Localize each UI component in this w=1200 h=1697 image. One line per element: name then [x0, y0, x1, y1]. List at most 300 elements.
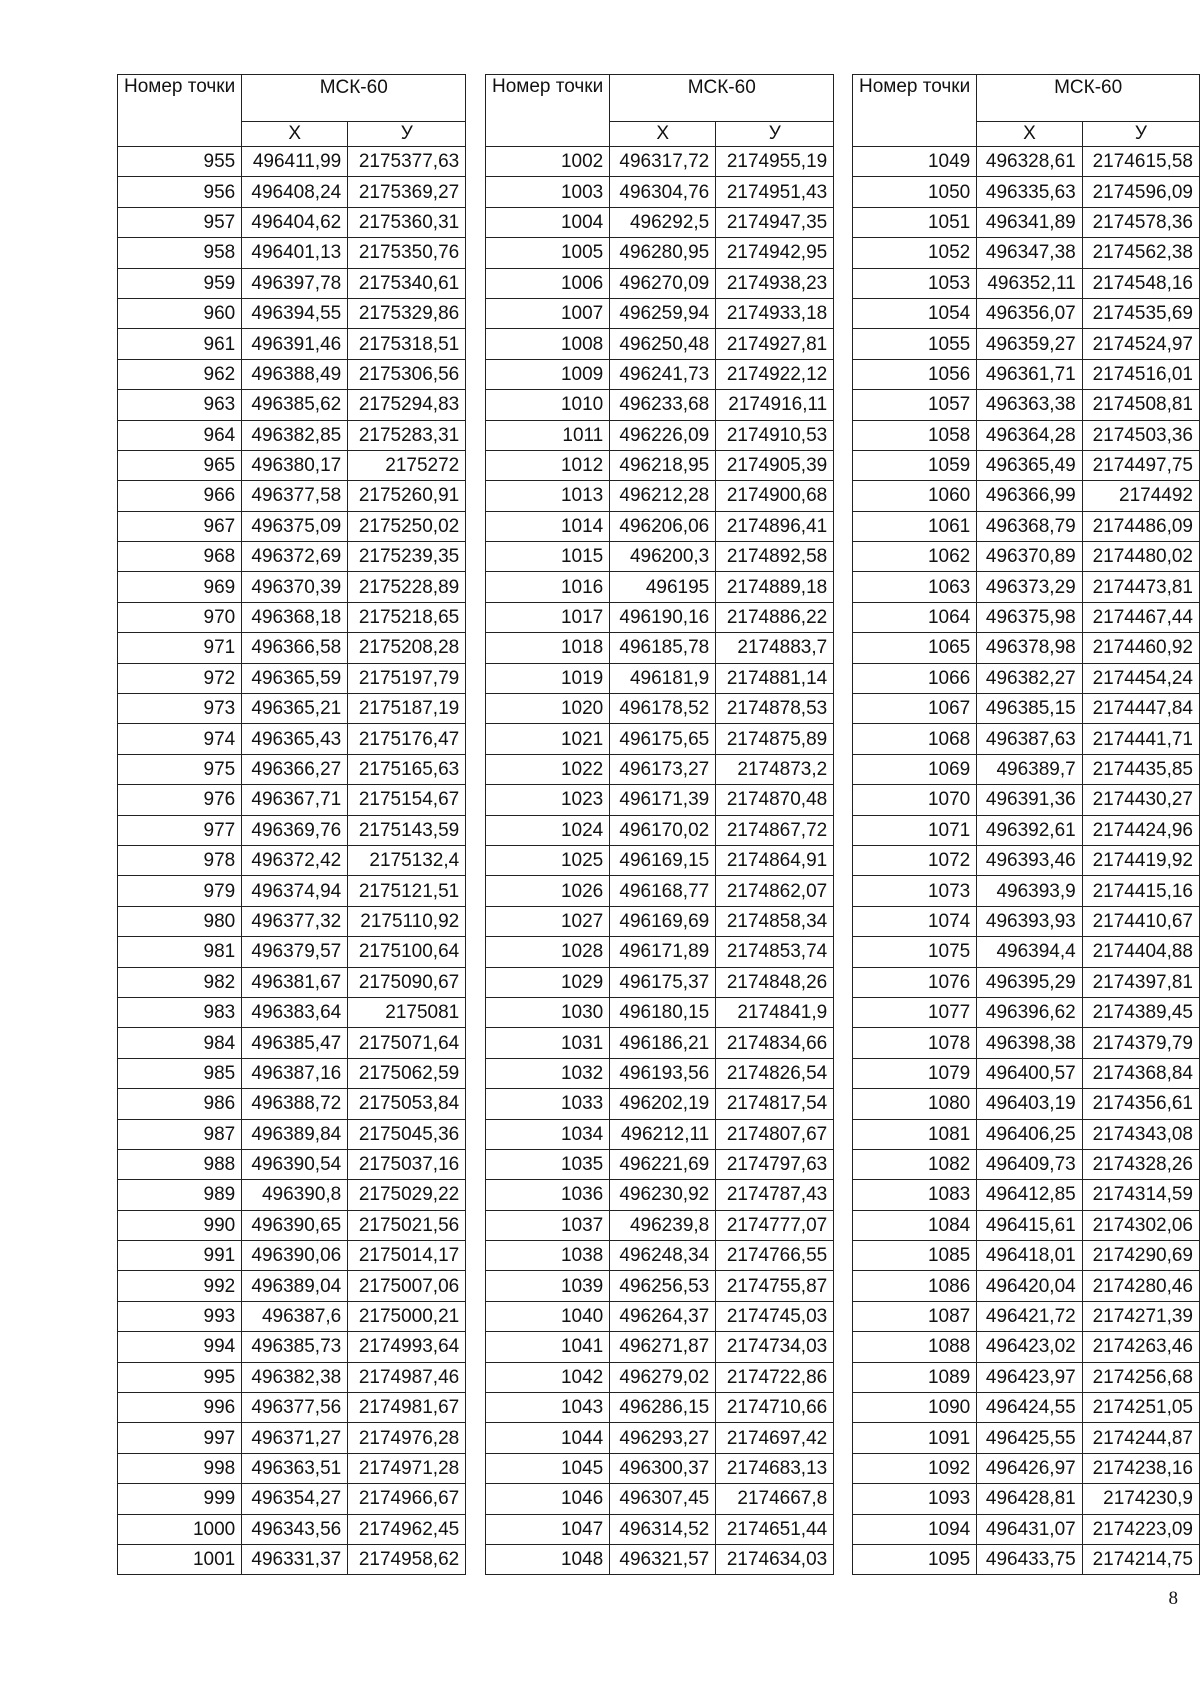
x-coordinate-cell: 496433,75 [977, 1544, 1082, 1574]
table-row [486, 420, 834, 450]
y-coordinate-cell: 2175369,27 [348, 177, 466, 207]
table-row [118, 997, 466, 1027]
table-row [118, 1180, 466, 1210]
x-coordinate-cell: 496293,27 [610, 1423, 716, 1453]
y-coordinate-cell: 2175007,06 [348, 1271, 466, 1301]
y-coordinate-cell: 2174787,43 [716, 1180, 834, 1210]
y-coordinate-cell: 2174951,43 [716, 177, 834, 207]
table-row [853, 481, 1200, 511]
y-coordinate-cell: 2174807,67 [716, 1119, 834, 1149]
x-coordinate-cell: 496365,43 [242, 724, 348, 754]
x-coordinate-cell: 496373,29 [977, 572, 1082, 602]
point-number-cell: 1084 [853, 1210, 977, 1240]
y-coordinate-cell: 2174834,66 [716, 1028, 834, 1058]
y-column-header: У [716, 122, 834, 147]
table-row [853, 450, 1200, 480]
point-number-cell: 981 [118, 937, 242, 967]
x-coordinate-cell: 496280,95 [610, 238, 716, 268]
x-coordinate-cell: 496335,63 [977, 177, 1082, 207]
point-number-cell: 1037 [486, 1210, 610, 1240]
point-number-cell: 996 [118, 1393, 242, 1423]
table-row [853, 815, 1200, 845]
point-number-cell: 1054 [853, 298, 977, 328]
table-row [486, 268, 834, 298]
y-coordinate-cell: 2174419,92 [1082, 845, 1199, 875]
table-row [853, 1484, 1200, 1514]
x-coordinate-cell: 496304,76 [610, 177, 716, 207]
x-coordinate-cell: 496230,92 [610, 1180, 716, 1210]
x-coordinate-cell: 496168,77 [610, 876, 716, 906]
y-coordinate-cell: 2175029,22 [348, 1180, 466, 1210]
point-number-cell: 968 [118, 542, 242, 572]
table-row [486, 1301, 834, 1331]
table-row [853, 572, 1200, 602]
point-number-cell: 1004 [486, 207, 610, 237]
y-coordinate-cell: 2174251,05 [1082, 1393, 1199, 1423]
x-coordinate-cell: 496389,84 [242, 1119, 348, 1149]
point-number-cell: 973 [118, 694, 242, 724]
x-coordinate-cell: 496363,38 [977, 390, 1082, 420]
x-coordinate-cell: 496378,98 [977, 633, 1082, 663]
x-coordinate-cell: 496421,72 [977, 1301, 1082, 1331]
y-coordinate-cell: 2174343,08 [1082, 1119, 1199, 1149]
x-coordinate-cell: 496391,46 [242, 329, 348, 359]
point-number-cell: 1061 [853, 511, 977, 541]
point-number-cell: 1052 [853, 238, 977, 268]
table-row [118, 876, 466, 906]
point-number-cell: 1070 [853, 785, 977, 815]
table-row [486, 1028, 834, 1058]
x-coordinate-cell: 496286,15 [610, 1393, 716, 1423]
point-number-cell: 994 [118, 1332, 242, 1362]
table-row [486, 1089, 834, 1119]
point-number-cell: 969 [118, 572, 242, 602]
x-coordinate-cell: 496321,57 [610, 1544, 716, 1574]
point-number-cell: 1021 [486, 724, 610, 754]
y-coordinate-cell: 2174938,23 [716, 268, 834, 298]
point-number-cell: 1074 [853, 906, 977, 936]
point-number-cell: 983 [118, 997, 242, 1027]
table-row [118, 663, 466, 693]
y-coordinate-cell: 2175360,31 [348, 207, 466, 237]
point-number-cell: 963 [118, 390, 242, 420]
table-row [118, 420, 466, 450]
page-number: 8 [1168, 1588, 1178, 1609]
y-coordinate-cell: 2174667,8 [716, 1484, 834, 1514]
table-row [853, 997, 1200, 1027]
point-number-cell: 1016 [486, 572, 610, 602]
x-coordinate-cell: 496382,85 [242, 420, 348, 450]
x-coordinate-cell: 496271,87 [610, 1332, 716, 1362]
y-coordinate-cell: 2174905,39 [716, 450, 834, 480]
table-row [486, 1241, 834, 1271]
y-coordinate-cell: 2174710,66 [716, 1393, 834, 1423]
table-row [486, 997, 834, 1027]
x-coordinate-cell: 496372,42 [242, 845, 348, 875]
point-number-cell: 962 [118, 359, 242, 389]
table-row [118, 177, 466, 207]
x-coordinate-cell: 496388,72 [242, 1089, 348, 1119]
point-number-cell: 960 [118, 298, 242, 328]
y-coordinate-cell: 2174889,18 [716, 572, 834, 602]
x-coordinate-cell: 496270,09 [610, 268, 716, 298]
x-coordinate-cell: 496193,56 [610, 1058, 716, 1088]
table-row [118, 147, 466, 177]
table-row [486, 1423, 834, 1453]
point-number-cell: 1012 [486, 450, 610, 480]
point-number-cell: 1010 [486, 390, 610, 420]
table-row [118, 1544, 466, 1574]
x-coordinate-cell: 496171,89 [610, 937, 716, 967]
point-number-cell: 1031 [486, 1028, 610, 1058]
table-row [486, 177, 834, 207]
x-coordinate-cell: 496239,8 [610, 1210, 716, 1240]
y-coordinate-cell: 2174777,07 [716, 1210, 834, 1240]
point-number-cell: 985 [118, 1058, 242, 1088]
y-coordinate-cell: 2174922,12 [716, 359, 834, 389]
y-coordinate-cell: 2175014,17 [348, 1241, 466, 1271]
point-number-cell: 974 [118, 724, 242, 754]
y-coordinate-cell: 2174722,86 [716, 1362, 834, 1392]
x-coordinate-cell: 496385,47 [242, 1028, 348, 1058]
point-number-cell: 1080 [853, 1089, 977, 1119]
point-number-cell: 1050 [853, 177, 977, 207]
point-number-cell: 1035 [486, 1149, 610, 1179]
point-number-cell: 1033 [486, 1089, 610, 1119]
table-row [853, 1514, 1200, 1544]
x-column-header: Х [610, 122, 716, 147]
coordinate-system-header: МСК-60 [610, 75, 834, 122]
x-coordinate-cell: 496395,29 [977, 967, 1082, 997]
x-coordinate-cell: 496394,55 [242, 298, 348, 328]
y-coordinate-cell: 2174962,45 [348, 1514, 466, 1544]
point-number-cell: 1007 [486, 298, 610, 328]
point-number-cell: 990 [118, 1210, 242, 1240]
table-row [486, 1484, 834, 1514]
table-row [853, 390, 1200, 420]
x-coordinate-cell: 496190,16 [610, 602, 716, 632]
point-number-cell: 998 [118, 1453, 242, 1483]
y-coordinate-cell: 2174379,79 [1082, 1028, 1199, 1058]
point-number-cell: 1019 [486, 663, 610, 693]
x-coordinate-cell: 496387,6 [242, 1301, 348, 1331]
table-row [853, 147, 1200, 177]
x-coordinate-cell: 496393,46 [977, 845, 1082, 875]
y-coordinate-cell: 2174755,87 [716, 1271, 834, 1301]
y-coordinate-cell: 2174697,42 [716, 1423, 834, 1453]
table-row [486, 845, 834, 875]
point-number-cell: 975 [118, 754, 242, 784]
x-coordinate-cell: 496218,95 [610, 450, 716, 480]
x-coordinate-cell: 496369,76 [242, 815, 348, 845]
x-coordinate-cell: 496365,21 [242, 694, 348, 724]
table-row [118, 207, 466, 237]
x-coordinate-cell: 496403,19 [977, 1089, 1082, 1119]
x-coordinate-cell: 496382,38 [242, 1362, 348, 1392]
x-coordinate-cell: 496221,69 [610, 1149, 716, 1179]
x-coordinate-cell: 496415,61 [977, 1210, 1082, 1240]
x-coordinate-cell: 496233,68 [610, 390, 716, 420]
y-coordinate-cell: 2174368,84 [1082, 1058, 1199, 1088]
x-coordinate-cell: 496368,79 [977, 511, 1082, 541]
table-row [853, 1180, 1200, 1210]
y-coordinate-cell: 2174634,03 [716, 1544, 834, 1574]
point-number-cell: 1018 [486, 633, 610, 663]
table-row [486, 207, 834, 237]
x-coordinate-cell: 496331,37 [242, 1544, 348, 1574]
y-coordinate-cell: 2175350,76 [348, 238, 466, 268]
x-coordinate-cell: 496259,94 [610, 298, 716, 328]
point-number-cell: 1088 [853, 1332, 977, 1362]
y-coordinate-cell: 2174853,74 [716, 937, 834, 967]
table-row [486, 359, 834, 389]
y-coordinate-cell: 2174873,2 [716, 754, 834, 784]
y-column-header: У [348, 122, 466, 147]
y-coordinate-cell: 2175081 [348, 997, 466, 1027]
point-number-header: Номер точки [118, 75, 242, 147]
y-coordinate-cell: 2175318,51 [348, 329, 466, 359]
y-coordinate-cell: 2175100,64 [348, 937, 466, 967]
y-coordinate-cell: 2174878,53 [716, 694, 834, 724]
y-coordinate-cell: 2175132,4 [348, 845, 466, 875]
y-coordinate-cell: 2175021,56 [348, 1210, 466, 1240]
x-coordinate-cell: 496390,65 [242, 1210, 348, 1240]
point-number-cell: 999 [118, 1484, 242, 1514]
point-number-cell: 970 [118, 602, 242, 632]
point-number-cell: 1089 [853, 1362, 977, 1392]
point-number-cell: 989 [118, 1180, 242, 1210]
point-number-cell: 1039 [486, 1271, 610, 1301]
coordinate-table-3 [852, 74, 1200, 1575]
point-number-cell: 1003 [486, 177, 610, 207]
table-row [486, 633, 834, 663]
y-coordinate-cell: 2174900,68 [716, 481, 834, 511]
y-coordinate-cell: 2174492 [1082, 481, 1199, 511]
table-row [853, 967, 1200, 997]
point-number-cell: 1082 [853, 1149, 977, 1179]
point-number-cell: 955 [118, 147, 242, 177]
table-row [118, 238, 466, 268]
y-coordinate-cell: 2174881,14 [716, 663, 834, 693]
point-number-cell: 1058 [853, 420, 977, 450]
x-coordinate-cell: 496171,39 [610, 785, 716, 815]
table-row [853, 1423, 1200, 1453]
table-row [486, 1393, 834, 1423]
y-coordinate-cell: 2174415,16 [1082, 876, 1199, 906]
point-number-cell: 1022 [486, 754, 610, 784]
x-coordinate-cell: 496400,57 [977, 1058, 1082, 1088]
x-coordinate-cell: 496390,54 [242, 1149, 348, 1179]
x-coordinate-cell: 496372,69 [242, 542, 348, 572]
point-number-cell: 1078 [853, 1028, 977, 1058]
point-number-cell: 1094 [853, 1514, 977, 1544]
x-coordinate-cell: 496375,98 [977, 602, 1082, 632]
y-coordinate-cell: 2174933,18 [716, 298, 834, 328]
x-coordinate-cell: 496394,4 [977, 937, 1082, 967]
point-number-cell: 972 [118, 663, 242, 693]
point-number-cell: 1026 [486, 876, 610, 906]
point-number-header: Номер точки [853, 75, 977, 147]
x-coordinate-cell: 496175,65 [610, 724, 716, 754]
x-coordinate-cell: 496367,71 [242, 785, 348, 815]
point-number-cell: 1011 [486, 420, 610, 450]
table-row [853, 663, 1200, 693]
y-coordinate-cell: 2175250,02 [348, 511, 466, 541]
point-number-cell: 1091 [853, 1423, 977, 1453]
x-coordinate-cell: 496423,97 [977, 1362, 1082, 1392]
y-coordinate-cell: 2174976,28 [348, 1423, 466, 1453]
x-coordinate-cell: 496385,73 [242, 1332, 348, 1362]
y-coordinate-cell: 2174870,48 [716, 785, 834, 815]
point-number-cell: 1027 [486, 906, 610, 936]
point-number-cell: 1013 [486, 481, 610, 511]
x-coordinate-cell: 496354,27 [242, 1484, 348, 1514]
y-coordinate-cell: 2174302,06 [1082, 1210, 1199, 1240]
point-number-cell: 995 [118, 1362, 242, 1392]
point-number-cell: 1077 [853, 997, 977, 1027]
point-number-cell: 1072 [853, 845, 977, 875]
y-coordinate-cell: 2174615,58 [1082, 147, 1199, 177]
point-number-cell: 961 [118, 329, 242, 359]
y-coordinate-cell: 2174524,97 [1082, 329, 1199, 359]
table-row [853, 359, 1200, 389]
point-number-cell: 1071 [853, 815, 977, 845]
table-row [118, 937, 466, 967]
x-coordinate-cell: 496361,71 [977, 359, 1082, 389]
table-row [118, 298, 466, 328]
table-row [853, 633, 1200, 663]
x-coordinate-cell: 496426,97 [977, 1453, 1082, 1483]
table-row [486, 1362, 834, 1392]
table-row [118, 633, 466, 663]
y-coordinate-cell: 2174223,09 [1082, 1514, 1199, 1544]
point-number-cell: 965 [118, 450, 242, 480]
point-number-cell: 997 [118, 1423, 242, 1453]
x-coordinate-cell: 496343,56 [242, 1514, 348, 1544]
point-number-cell: 1020 [486, 694, 610, 724]
y-coordinate-cell: 2174473,81 [1082, 572, 1199, 602]
point-number-cell: 1014 [486, 511, 610, 541]
table-row [118, 1241, 466, 1271]
y-coordinate-cell: 2174535,69 [1082, 298, 1199, 328]
table-row [486, 1058, 834, 1088]
table-row [118, 390, 466, 420]
y-coordinate-cell: 2174356,61 [1082, 1089, 1199, 1119]
x-coordinate-cell: 496398,38 [977, 1028, 1082, 1058]
x-coordinate-cell: 496328,61 [977, 147, 1082, 177]
table-row [486, 785, 834, 815]
x-coordinate-cell: 496352,11 [977, 268, 1082, 298]
table-row [486, 1149, 834, 1179]
x-coordinate-cell: 496212,11 [610, 1119, 716, 1149]
table-row [486, 481, 834, 511]
point-number-cell: 1057 [853, 390, 977, 420]
point-number-cell: 993 [118, 1301, 242, 1331]
table-row [486, 572, 834, 602]
x-coordinate-cell: 496341,89 [977, 207, 1082, 237]
point-number-cell: 980 [118, 906, 242, 936]
point-number-cell: 1046 [486, 1484, 610, 1514]
x-column-header: Х [242, 122, 348, 147]
x-coordinate-cell: 496390,06 [242, 1241, 348, 1271]
x-coordinate-cell: 496347,38 [977, 238, 1082, 268]
y-coordinate-cell: 2174892,58 [716, 542, 834, 572]
point-number-cell: 1034 [486, 1119, 610, 1149]
table-row [118, 1271, 466, 1301]
y-coordinate-cell: 2175239,35 [348, 542, 466, 572]
y-coordinate-cell: 2174435,85 [1082, 754, 1199, 784]
table-row [853, 1119, 1200, 1149]
point-number-cell: 1000 [118, 1514, 242, 1544]
point-number-cell: 957 [118, 207, 242, 237]
y-coordinate-cell: 2174389,45 [1082, 997, 1199, 1027]
x-coordinate-cell: 496388,49 [242, 359, 348, 389]
point-number-cell: 1068 [853, 724, 977, 754]
point-number-cell: 1042 [486, 1362, 610, 1392]
point-number-cell: 979 [118, 876, 242, 906]
x-coordinate-cell: 496175,37 [610, 967, 716, 997]
x-coordinate-cell: 496404,62 [242, 207, 348, 237]
y-coordinate-cell: 2174508,81 [1082, 390, 1199, 420]
table-row [853, 724, 1200, 754]
point-number-cell: 1060 [853, 481, 977, 511]
point-number-cell: 1038 [486, 1241, 610, 1271]
table-row [853, 542, 1200, 572]
x-coordinate-cell: 496195 [610, 572, 716, 602]
y-coordinate-cell: 2175228,89 [348, 572, 466, 602]
coordinate-system-header: МСК-60 [242, 75, 466, 122]
x-coordinate-cell: 496431,07 [977, 1514, 1082, 1544]
x-coordinate-cell: 496397,78 [242, 268, 348, 298]
y-coordinate-cell: 2175218,65 [348, 602, 466, 632]
y-coordinate-cell: 2174404,88 [1082, 937, 1199, 967]
y-coordinate-cell: 2174480,02 [1082, 542, 1199, 572]
point-number-cell: 978 [118, 845, 242, 875]
table-row [853, 1058, 1200, 1088]
y-coordinate-cell: 2174430,27 [1082, 785, 1199, 815]
point-number-cell: 977 [118, 815, 242, 845]
y-coordinate-cell: 2175090,67 [348, 967, 466, 997]
y-coordinate-cell: 2174987,46 [348, 1362, 466, 1392]
point-number-cell: 1095 [853, 1544, 977, 1574]
x-coordinate-cell: 496178,52 [610, 694, 716, 724]
y-coordinate-cell: 2174858,34 [716, 906, 834, 936]
x-coordinate-cell: 496173,27 [610, 754, 716, 784]
point-number-cell: 1069 [853, 754, 977, 784]
x-coordinate-cell: 496365,49 [977, 450, 1082, 480]
x-coordinate-cell: 496409,73 [977, 1149, 1082, 1179]
x-coordinate-cell: 496368,18 [242, 602, 348, 632]
x-coordinate-cell: 496389,04 [242, 1271, 348, 1301]
point-number-cell: 992 [118, 1271, 242, 1301]
table-row [853, 1028, 1200, 1058]
x-coordinate-cell: 496279,02 [610, 1362, 716, 1392]
table-row [853, 937, 1200, 967]
point-number-cell: 984 [118, 1028, 242, 1058]
x-coordinate-cell: 496406,25 [977, 1119, 1082, 1149]
table-row [118, 1028, 466, 1058]
point-number-cell: 1087 [853, 1301, 977, 1331]
x-coordinate-cell: 496365,59 [242, 663, 348, 693]
point-number-cell: 1093 [853, 1484, 977, 1514]
point-number-cell: 1090 [853, 1393, 977, 1423]
y-coordinate-cell: 2174817,54 [716, 1089, 834, 1119]
point-number-cell: 1066 [853, 663, 977, 693]
table-row [853, 1210, 1200, 1240]
y-coordinate-cell: 2174942,95 [716, 238, 834, 268]
table-row [118, 481, 466, 511]
y-coordinate-cell: 2174797,63 [716, 1149, 834, 1179]
